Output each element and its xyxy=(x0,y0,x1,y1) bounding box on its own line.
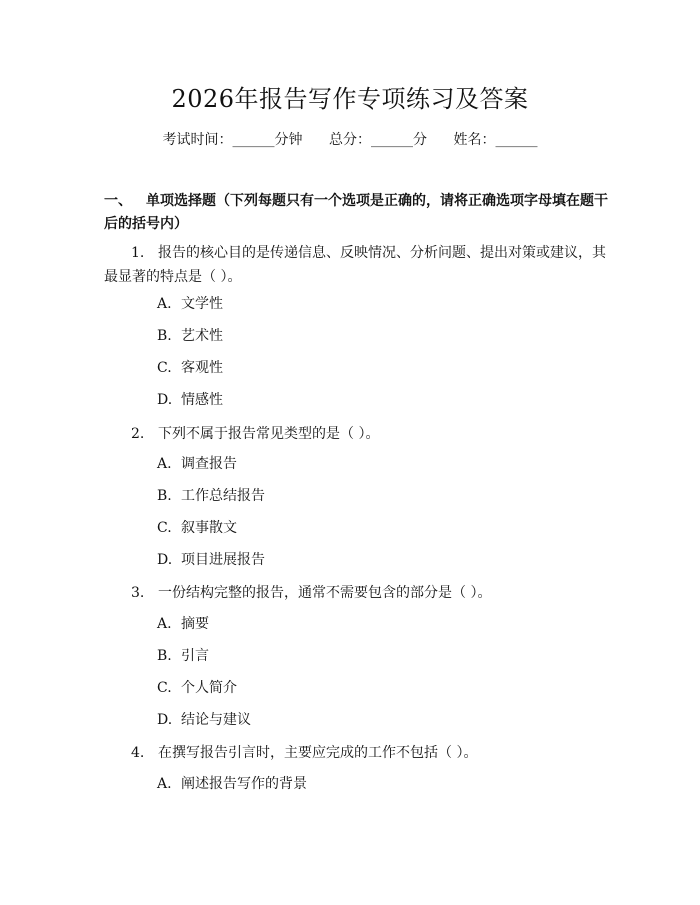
section-title: 单项选择题（下列每题只有一个选项是正确的，请将正确选项字母填在题干后的括号内） xyxy=(104,193,608,232)
option-letter: D. xyxy=(157,552,173,568)
option-text: 个人简介 xyxy=(181,680,237,696)
question-number: 1. xyxy=(131,245,145,261)
option-letter: D. xyxy=(157,392,173,408)
option-text: 文学性 xyxy=(181,296,223,312)
question-2 xyxy=(104,422,609,446)
question-text: 下列不属于报告常见类型的是（ ）。 xyxy=(158,426,380,442)
option-text: 情感性 xyxy=(181,392,223,408)
option-letter: D. xyxy=(157,712,173,728)
question-3-option-b xyxy=(157,645,209,667)
section-heading xyxy=(104,190,609,236)
option-letter: C. xyxy=(157,520,172,536)
option-letter: A. xyxy=(157,776,172,792)
option-letter: B. xyxy=(157,488,172,504)
exam-time: 考试时间：______分钟 xyxy=(162,132,303,148)
question-1-option-a xyxy=(157,293,223,315)
option-text: 摘要 xyxy=(181,616,209,632)
question-number: 2. xyxy=(131,426,145,442)
question-2-option-c xyxy=(157,517,237,539)
question-2-option-d xyxy=(157,549,265,571)
option-text: 结论与建议 xyxy=(181,712,251,728)
question-number: 3. xyxy=(131,585,145,601)
option-text: 叙事散文 xyxy=(181,520,237,536)
question-3-option-a xyxy=(157,613,209,635)
question-1-option-c xyxy=(157,357,223,379)
question-3-option-d xyxy=(157,709,251,731)
question-3 xyxy=(104,581,609,605)
option-letter: A. xyxy=(157,456,172,472)
question-3-option-c xyxy=(157,677,237,699)
option-letter: B. xyxy=(157,648,172,664)
exam-meta xyxy=(0,129,700,151)
option-letter: C. xyxy=(157,360,172,376)
option-text: 项目进展报告 xyxy=(181,552,265,568)
option-text: 阐述报告写作的背景 xyxy=(181,776,307,792)
question-2-option-a xyxy=(157,453,237,475)
question-number: 4. xyxy=(131,745,145,761)
option-text: 客观性 xyxy=(181,360,223,376)
section-number: 一、 xyxy=(104,193,132,209)
question-4 xyxy=(104,741,609,765)
document-title: 2026年报告写作专项练习及答案 xyxy=(171,85,529,113)
option-letter: A. xyxy=(157,296,172,312)
question-text: 一份结构完整的报告，通常不需要包含的部分是（ ）。 xyxy=(158,585,492,601)
question-1 xyxy=(104,241,609,289)
option-text: 引言 xyxy=(181,648,209,664)
question-1-option-d xyxy=(157,389,223,411)
question-1-option-b xyxy=(157,325,223,347)
option-letter: A. xyxy=(157,616,172,632)
option-letter: B. xyxy=(157,328,172,344)
option-text: 艺术性 xyxy=(181,328,223,344)
question-text: 报告的核心目的是传递信息、反映情况、分析问题、提出对策或建议，其最显著的特点是（ ）。 xyxy=(104,245,606,285)
option-text: 调查报告 xyxy=(181,456,237,472)
question-2-option-b xyxy=(157,485,265,507)
question-4-option-a xyxy=(157,773,307,795)
exam-score: 总分：______分 xyxy=(329,132,427,148)
question-text: 在撰写报告引言时，主要应完成的工作不包括（ ）。 xyxy=(158,745,478,761)
option-letter: C. xyxy=(157,680,172,696)
option-text: 工作总结报告 xyxy=(181,488,265,504)
student-name: 姓名：______ xyxy=(453,132,538,148)
